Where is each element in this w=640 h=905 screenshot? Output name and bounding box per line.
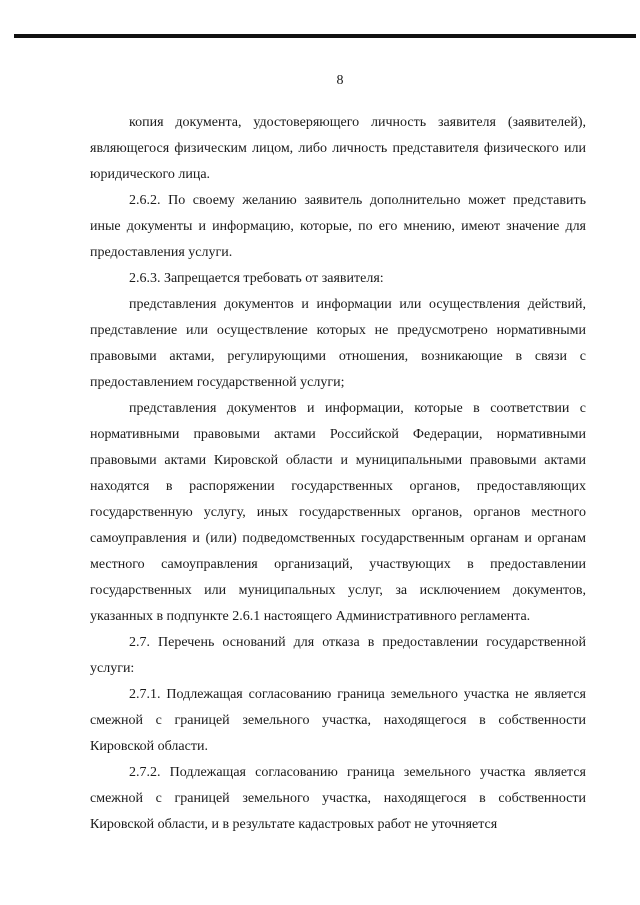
paragraph-prohibited-actions: представления документов и информации или осуществления действий, представление или осуществление которых не предусмотрено нормативными правовыми актами, регулирующими отношения, возникающие в связи с предоставлением государственной услуги;: [90, 297, 586, 390]
paragraph-2-7: 2.7. Перечень оснований для отказа в предоставлении государственной услуги:: [90, 635, 586, 676]
header-rule: [14, 34, 636, 38]
paragraph-2-7-2: 2.7.2. Подлежащая согласованию граница земельного участка является смежной с границей земельного участка, находящегося в собственности Кировской области, и в результате кадастровых работ не уточняется: [90, 765, 586, 832]
paragraph-2-6-2: 2.6.2. По своему желанию заявитель дополнительно может представить иные документы и информацию, которые, по его мнению, имеют значение для предоставления услуги.: [90, 193, 586, 260]
paragraph-2-7-1: 2.7.1. Подлежащая согласованию граница земельного участка не является смежной с границей земельного участка, находящегося в собственности Кировской области.: [90, 687, 586, 754]
page-number: 8: [336, 73, 344, 88]
paragraph-2-6-3: 2.6.3. Запрещается требовать от заявителя:: [129, 271, 384, 286]
document-body: [90, 110, 586, 838]
paragraph-identity-copy: копия документа, удостоверяющего личность заявителя (заявителей), являющегося физическим лицом, либо личность представителя физического или юридического лица.: [90, 115, 586, 182]
paragraph-prohibited-documents: представления документов и информации, которые в соответствии с нормативными правовыми актами Российской Федерации, нормативными правовыми актами Кировской области и муниципальными правовыми актами находятся в распоряжении государственных органов, предоставляющих государственную услугу, иных государственных органов, органов местного самоуправления и (или) подведомственных государственным органам и органам местного самоуправления организаций, участвующих в предоставлении государственных или муниципальных услуг, за исключением документов, указанных в подпункте 2.6.1 настоящего Административного регламента.: [90, 401, 586, 624]
